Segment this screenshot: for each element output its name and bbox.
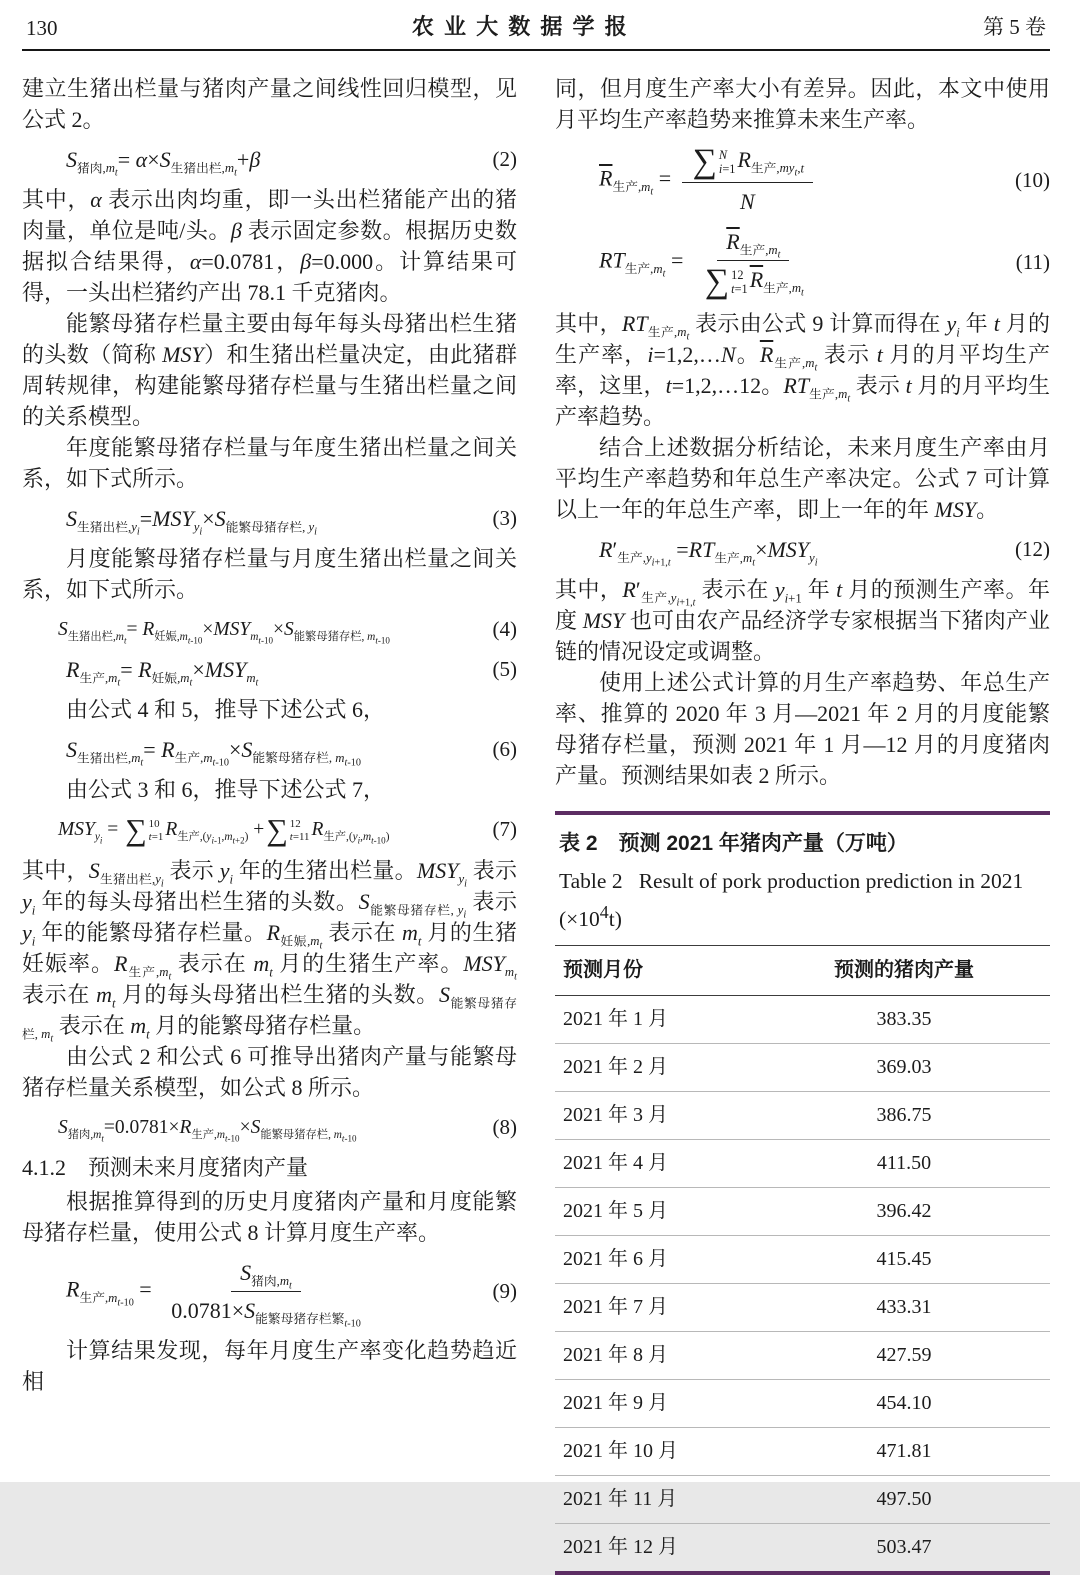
paragraph-prediction-setup: 使用上述公式计算的月生产率趋势、年总生产率、推算的 2020 年 3 月—2021 年 2 月的月度能繁母猪存栏量，预测 2021 年 1 月—12 月的月度猪肉产量。预测结果如表 2 所示。 [555,670,1050,788]
equation-3-body: $S_{生猪出栏,y_i}=MSY_{y_i}\times S_{能繁母猪存栏, y_i}$ [66,506,318,538]
volume-label: 第 5 卷 [983,15,1046,39]
cell-month: 2021 年 3 月 [555,1092,758,1140]
equation-12 [555,534,1050,569]
equation-2-body: $S_{猪肉,m_t}= \alpha\times S_{生猪出栏,m_t}+\beta$ [66,147,261,179]
equation-number: (5) [492,657,517,681]
equation-5 [22,654,517,689]
paragraph-symbol-definitions: 其中，$S_{生猪出栏,y_i}$ 表示 $y_i$ 年的生猪出栏量。$MSY_{y_i}$ 表示 $y_i$ 年的每头母猪出栏生猪的头数。$S_{能繁母猪存栏, y_i}$ 表示 $y_i$ 年的能繁母猪存栏量。$R_{妊娠,m_t}$ 表示在 $m_t$ 月的生猪妊娠率。$R_{生产,m_t}$ 表示在 $m_t$ 月的生猪生产率。$MSY_{m_t}$ 表示在 $m_t$ 月的每头母猪出栏生猪的头数。$S_{能繁母猪存栏, m_t}$ 表示在 $m_t$ 月的能繁母猪存栏量。 [22,857,517,1045]
table-row [555,1188,1050,1236]
paragraph-derive-6: 由公式 4 和 5，推导下述公式 6， [66,697,386,722]
two-column-body [22,51,1050,1575]
table-row [555,1332,1050,1380]
table-row [555,1380,1050,1428]
cell-month: 2021 年 11 月 [555,1476,758,1524]
cell-month: 2021 年 4 月 [555,1140,758,1188]
equation-10 [555,144,1050,217]
paragraph-monthly-rate: 根据推算得到的历史月度猪肉产量和月度能繁母猪存栏量，使用公式 8 计算月度生产率。 [22,1188,517,1245]
equation-number: (9) [492,1278,517,1303]
table-row [555,1236,1050,1284]
equation-number: (7) [492,817,517,842]
equation-9 [22,1257,517,1330]
equation-8-body: $S_{猪肉,m_t}=0.0781\times R_{生产,m_{t-10}}\times S_{能繁母猪存栏, m_{t-10}}$ [58,1116,357,1143]
cell-month: 2021 年 9 月 [555,1380,758,1428]
cell-month: 2021 年 2 月 [555,1044,758,1092]
cell-value: 503.47 [876,1536,932,1559]
right-column [555,73,1050,1575]
table-row [555,1476,1050,1524]
equation-8 [22,1112,517,1143]
paragraph-rt-definitions: 其中，$RT_{生产,m_t}$ 表示由公式 9 计算而得在 $y_i$ 年 t 月的生产率，i=1,2,…N。$\overline{R}_{生产,m_t}$ 表示 t 月的月平均生产率，这里，t=1,2,…12。$RT_{生产,m_t}$ 表示 t 月的月平均生产率趋势。 [555,311,1050,429]
equation-4 [22,614,517,645]
equation-7-body: $MSY_{y_i}$ = ∑ 10 t=1 $R_{生产,(y_{i-1},m_{t+2})}$ + ∑ 12 t=11 $R_{生产,(y_i,m_{t-10})}$ [58,813,390,848]
cell-value: 454.10 [758,1380,1050,1428]
cell-month: 2021 年 5 月 [555,1188,758,1236]
paragraph-regression-intro: 建立生猪出栏量与猪肉产量之间线性回归模型，见公式 2。 [22,76,517,132]
equation-11-body: $RT_{生产,m_t}$ = $\overline{R}_{生产,m_t}$ ∑ 12 t=1 $\overline{R}_{生产,m_t}$ [555,226,818,299]
equation-number: (2) [492,147,517,171]
equation-12-body: $R'_{生产,y_{i+1,t}} =RT_{生产,m_t}\times MSY_{y_i}$ [599,537,818,569]
paragraph-combine-conclusion: 结合上述数据分析结论，未来月度生产率由月平均生产率趋势和年总生产率决定。公式 7 可计算以上一年的年总生产率，即上一年的年 MSY。 [555,435,1050,522]
cell-value: 396.42 [758,1188,1050,1236]
table-body [555,996,1050,1572]
paragraph-msy-model: 能繁母猪存栏量主要由每年每头母猪出栏生猪的头数（简称 MSY）和生猪出栏量决定，由此猪群周转规律，构建能繁母猪存栏量与生猪出栏量之间的关系模型。 [22,311,517,429]
equation-6-body: $S_{生猪出栏,m_t}= R_{生产,m_{t-10}}\times S_{能繁母猪存栏, m_{t-10}}$ [66,737,361,769]
equation-number: (12) [1015,537,1050,561]
paragraph-alpha-beta: 其中，α 表示出肉均重，即一头出栏猪能产出的猪肉量，单位是吨/头。β 表示固定参数。根据历史数据拟合结果得，α=0.0781，β=0.000。计算结果可得，一头出栏猪约产出 78.1 千克猪肉。 [22,187,517,305]
equation-3 [22,503,517,538]
table-row [555,1284,1050,1332]
cell-value: 471.81 [758,1428,1050,1476]
table-caption-cn: 表 2 预测 2021 年猪肉产量（万吨） [559,832,908,855]
column-header-value: 预测的猪肉产量 [758,946,1050,996]
pork-prediction-table [555,945,1050,1571]
left-column [22,73,517,1575]
equation-7 [22,814,517,846]
page-header [22,6,1050,51]
paragraph-derive-7: 由公式 3 和 6，推导下述公式 7， [66,777,386,802]
paragraph-trend-continue: 同，但月度生产率大小有差异。因此，本文中使用月平均生产率趋势来推算未来生产率。 [555,76,1050,132]
subsection-heading-412: 4.1.2 预测未来月度猪肉产量 [22,1154,309,1180]
cell-value: 427.59 [758,1332,1050,1380]
table-caption-en: Table 2 Result of pork production prediction in 2021 $(\times 10^4t)$ [559,869,1024,932]
cell-month: 2021 年 1 月 [555,996,758,1044]
equation-10-body: $\overline{R}_{生产,m_t}$ = ∑ N i=1 $R_{生产,my_t,t}$ N [555,144,818,217]
cell-value: 383.35 [758,996,1050,1044]
equation-number: (10) [1015,168,1050,192]
cell-value: 433.31 [758,1284,1050,1332]
cell-value: 497.50 [758,1476,1050,1524]
paragraph-predicted-rate: 其中，$R'_{生产,y_{i+1,t}}$ 表示在 $y_{i+1}$ 年 t 月的预测生产率。年度 MSY 也可由农产品经济学专家根据当下猪肉产业链的情况设定或调整。 [555,577,1050,664]
cell-value: 369.03 [758,1044,1050,1092]
table-row [555,1044,1050,1092]
equation-number: (4) [492,617,517,641]
equation-9-body: $R_{生产,m_{t-10}}$ = $\frac{S_{猪肉,m_t}}{0.0781\times S_{能繁母猪存栏繁_{t-10}}}$ [22,1257,375,1326]
table-header [555,946,1050,996]
table-row [555,1092,1050,1140]
equation-number: (8) [492,1114,517,1139]
cell-month: 2021 年 10 月 [555,1428,758,1476]
column-header-month: 预测月份 [555,946,758,996]
paragraph-result-found: 计算结果发现，每年月度生产率变化趋势趋近相 [22,1337,517,1394]
equation-6 [22,734,517,769]
cell-value: 411.50 [758,1140,1050,1188]
cell-month: 2021 年 8 月 [555,1332,758,1380]
table-row [555,996,1050,1044]
paragraph-derive-8: 由公式 2 和公式 6 可推导出猪肉产量与能繁母猪存栏量关系模型，如公式 8 所示。 [22,1043,517,1100]
paragraph-yearly-relation: 年度能繁母猪存栏量与年度生猪出栏量之间关系，如下式所示。 [22,435,517,491]
equation-2 [22,144,517,179]
cell-month: 2021 年 6 月 [555,1236,758,1284]
cell-month: 2021 年 12 月 [563,1536,678,1559]
table-row [555,1428,1050,1476]
cell-value: 415.45 [758,1236,1050,1284]
journal-title: 农 业 大 数 据 学 报 [411,14,629,39]
table-row [555,1140,1050,1188]
equation-number: (3) [492,506,517,530]
cell-month: 2021 年 7 月 [555,1284,758,1332]
equation-number: (6) [492,737,517,761]
equation-11 [555,226,1050,299]
equation-5-body: $R_{生产,m_t}= R_{妊娠,m_t}\times MSY_{m_t}$ [66,657,259,689]
paragraph-monthly-relation: 月度能繁母猪存栏量与月度生猪出栏量之间关系，如下式所示。 [22,546,517,602]
table-2-block [555,811,1050,1575]
table-row [555,1524,1050,1572]
equation-number: (11) [1015,250,1050,274]
page-number: 130 [26,16,58,40]
cell-value: 386.75 [758,1092,1050,1140]
equation-4-body: $S_{生猪出栏,m_t}= R_{妊娠,m_{t-10}}\times MSY_{m_{t-10}}\times S_{能繁母猪存栏, m_{t-10}}$ [58,619,390,646]
